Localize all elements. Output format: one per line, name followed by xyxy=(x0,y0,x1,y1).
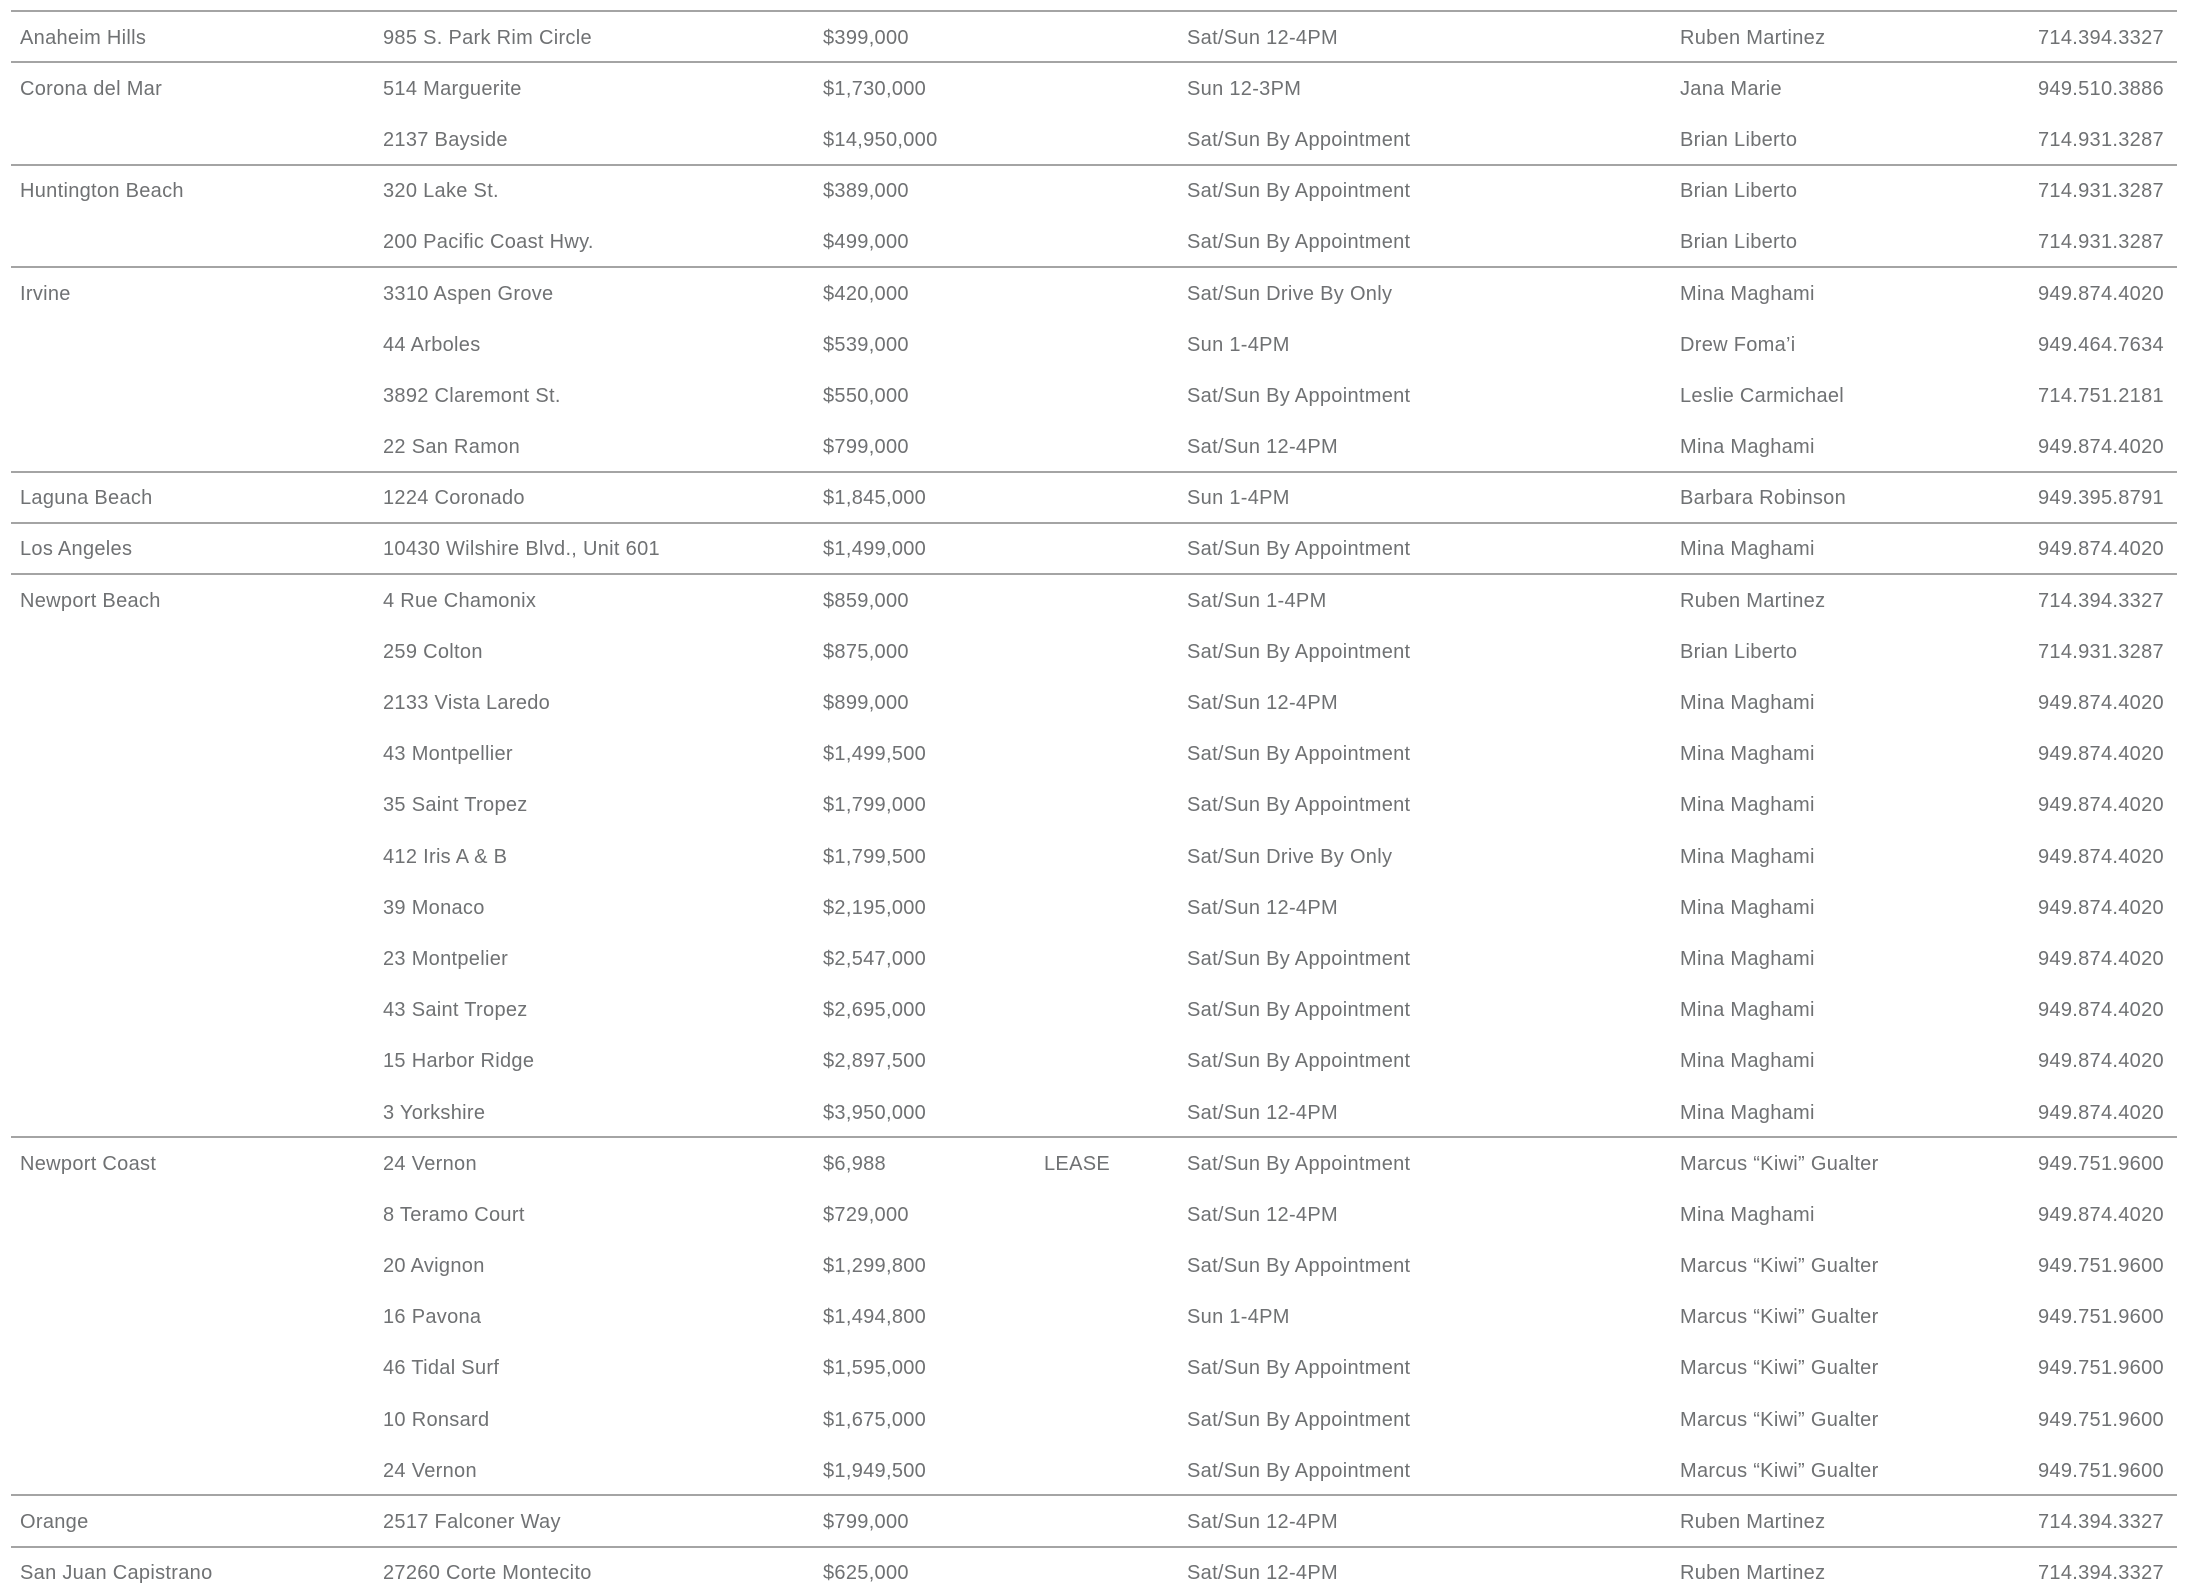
open-house-times-cell: Sat/Sun By Appointment xyxy=(1187,1408,1411,1431)
open-house-times-cell: Sat/Sun 12-4PM xyxy=(1187,26,1338,49)
address-cell: 3892 Claremont St. xyxy=(383,384,561,407)
address-cell: 44 Arboles xyxy=(383,333,481,356)
open-house-times-cell: Sat/Sun 12-4PM xyxy=(1187,1562,1338,1585)
open-house-times-cell: Sun 1-4PM xyxy=(1187,1306,1290,1329)
agent-cell: Mina Maghami xyxy=(1680,1050,1815,1073)
phone-cell: 714.931.3287 xyxy=(2038,231,2164,254)
listing-row xyxy=(11,370,2177,421)
open-house-times-cell: Sat/Sun By Appointment xyxy=(1187,538,1411,561)
listing-row xyxy=(11,1548,2177,1592)
address-cell: 24 Vernon xyxy=(383,1459,477,1482)
address-cell: 320 Lake St. xyxy=(383,180,499,203)
address-cell: 16 Pavona xyxy=(383,1306,482,1329)
price-cell: $2,897,500 xyxy=(823,1050,927,1073)
agent-cell: Marcus “Kiwi” Gualter xyxy=(1680,1306,1879,1329)
agent-cell: Mina Maghami xyxy=(1680,794,1815,817)
agent-cell: Mina Maghami xyxy=(1680,999,1815,1022)
price-cell: $1,494,800 xyxy=(823,1306,927,1329)
lease-badge: LEASE xyxy=(1044,1152,1110,1175)
open-house-times-cell: Sat/Sun By Appointment xyxy=(1187,231,1411,254)
open-house-times-cell: Sat/Sun Drive By Only xyxy=(1187,845,1393,868)
address-cell: 46 Tidal Surf xyxy=(383,1357,500,1380)
agent-cell: Brian Liberto xyxy=(1680,231,1798,254)
address-cell: 412 Iris A & B xyxy=(383,845,508,868)
open-house-listing-table xyxy=(11,10,2177,1592)
phone-cell: 949.874.4020 xyxy=(2038,947,2164,970)
open-house-times-cell: Sat/Sun By Appointment xyxy=(1187,1357,1411,1380)
price-cell: $799,000 xyxy=(823,436,909,459)
listing-row xyxy=(11,1496,2177,1547)
listing-row xyxy=(11,575,2177,626)
listing-row xyxy=(11,12,2177,63)
price-cell: $875,000 xyxy=(823,640,909,663)
city-group xyxy=(11,471,2177,524)
listing-row xyxy=(11,780,2177,831)
price-cell: $539,000 xyxy=(823,333,909,356)
address-cell: 8 Teramo Court xyxy=(383,1203,525,1226)
phone-cell: 949.874.4020 xyxy=(2038,436,2164,459)
open-house-times-cell: Sat/Sun By Appointment xyxy=(1187,1152,1411,1175)
listing-row xyxy=(11,524,2177,575)
address-cell: 10430 Wilshire Blvd., Unit 601 xyxy=(383,538,660,561)
address-cell: 24 Vernon xyxy=(383,1152,477,1175)
phone-cell: 949.751.9600 xyxy=(2038,1459,2164,1482)
listing-row xyxy=(11,729,2177,780)
agent-cell: Mina Maghami xyxy=(1680,436,1815,459)
price-cell: $2,695,000 xyxy=(823,999,927,1022)
price-cell: $420,000 xyxy=(823,282,909,305)
listing-row xyxy=(11,114,2177,165)
price-cell: $1,799,000 xyxy=(823,794,927,817)
open-house-times-cell: Sun 12-3PM xyxy=(1187,77,1302,100)
price-cell: $1,949,500 xyxy=(823,1459,927,1482)
address-cell: 3 Yorkshire xyxy=(383,1101,486,1124)
phone-cell: 949.874.4020 xyxy=(2038,1101,2164,1124)
listing-row xyxy=(11,1138,2177,1189)
open-house-times-cell: Sat/Sun 12-4PM xyxy=(1187,896,1338,919)
price-cell: $2,547,000 xyxy=(823,947,927,970)
listing-row xyxy=(11,166,2177,217)
phone-cell: 949.751.9600 xyxy=(2038,1255,2164,1278)
phone-cell: 949.751.9600 xyxy=(2038,1152,2164,1175)
price-cell: $625,000 xyxy=(823,1562,909,1585)
phone-cell: 949.874.4020 xyxy=(2038,538,2164,561)
agent-cell: Mina Maghami xyxy=(1680,743,1815,766)
price-cell: $1,499,500 xyxy=(823,743,927,766)
city-group xyxy=(11,164,2177,268)
address-cell: 2517 Falconer Way xyxy=(383,1511,561,1534)
address-cell: 200 Pacific Coast Hwy. xyxy=(383,231,594,254)
address-cell: 20 Avignon xyxy=(383,1255,485,1278)
agent-cell: Marcus “Kiwi” Gualter xyxy=(1680,1152,1879,1175)
phone-cell: 949.751.9600 xyxy=(2038,1357,2164,1380)
address-cell: 2133 Vista Laredo xyxy=(383,692,551,715)
agent-cell: Mina Maghami xyxy=(1680,538,1815,561)
phone-cell: 714.394.3327 xyxy=(2038,589,2164,612)
phone-cell: 949.751.9600 xyxy=(2038,1408,2164,1431)
phone-cell: 714.394.3327 xyxy=(2038,26,2164,49)
open-house-times-cell: Sat/Sun By Appointment xyxy=(1187,743,1411,766)
city-cell: Laguna Beach xyxy=(20,487,153,510)
listing-row xyxy=(11,1036,2177,1087)
phone-cell: 949.874.4020 xyxy=(2038,1203,2164,1226)
open-house-times-cell: Sat/Sun By Appointment xyxy=(1187,128,1411,151)
phone-cell: 949.874.4020 xyxy=(2038,692,2164,715)
price-cell: $14,950,000 xyxy=(823,128,938,151)
agent-cell: Ruben Martinez xyxy=(1680,589,1826,612)
price-cell: $1,799,500 xyxy=(823,845,927,868)
open-house-times-cell: Sat/Sun 12-4PM xyxy=(1187,436,1338,459)
price-cell: $1,499,000 xyxy=(823,538,927,561)
agent-cell: Mina Maghami xyxy=(1680,692,1815,715)
listing-row xyxy=(11,1087,2177,1138)
listing-row xyxy=(11,319,2177,370)
agent-cell: Drew Foma’i xyxy=(1680,333,1796,356)
phone-cell: 714.394.3327 xyxy=(2038,1562,2164,1585)
agent-cell: Brian Liberto xyxy=(1680,128,1798,151)
city-cell: Newport Coast xyxy=(20,1152,157,1175)
price-cell: $1,730,000 xyxy=(823,77,927,100)
price-cell: $2,195,000 xyxy=(823,896,927,919)
address-cell: 39 Monaco xyxy=(383,896,485,919)
phone-cell: 949.395.8791 xyxy=(2038,487,2164,510)
open-house-times-cell: Sat/Sun By Appointment xyxy=(1187,794,1411,817)
agent-cell: Mina Maghami xyxy=(1680,947,1815,970)
city-cell: Anaheim Hills xyxy=(20,26,147,49)
agent-cell: Marcus “Kiwi” Gualter xyxy=(1680,1255,1879,1278)
address-cell: 43 Montpellier xyxy=(383,743,513,766)
phone-cell: 714.931.3287 xyxy=(2038,128,2164,151)
open-house-times-cell: Sat/Sun By Appointment xyxy=(1187,947,1411,970)
address-cell: 1224 Coronado xyxy=(383,487,525,510)
open-house-times-cell: Sat/Sun By Appointment xyxy=(1187,1255,1411,1278)
agent-cell: Mina Maghami xyxy=(1680,845,1815,868)
phone-cell: 949.510.3886 xyxy=(2038,77,2164,100)
listing-row xyxy=(11,1445,2177,1496)
price-cell: $499,000 xyxy=(823,231,909,254)
price-cell: $3,950,000 xyxy=(823,1101,927,1124)
agent-cell: Brian Liberto xyxy=(1680,640,1798,663)
address-cell: 2137 Bayside xyxy=(383,128,508,151)
city-cell: San Juan Capistrano xyxy=(20,1562,213,1585)
city-cell: Orange xyxy=(20,1511,89,1534)
phone-cell: 949.751.9600 xyxy=(2038,1306,2164,1329)
agent-cell: Leslie Carmichael xyxy=(1680,384,1845,407)
listing-row xyxy=(11,422,2177,473)
phone-cell: 949.874.4020 xyxy=(2038,845,2164,868)
phone-cell: 949.874.4020 xyxy=(2038,743,2164,766)
listing-row xyxy=(11,882,2177,933)
price-cell: $1,299,800 xyxy=(823,1255,927,1278)
address-cell: 22 San Ramon xyxy=(383,436,521,459)
open-house-times-cell: Sat/Sun 12-4PM xyxy=(1187,1203,1338,1226)
listing-row xyxy=(11,63,2177,114)
city-group xyxy=(11,522,2177,575)
open-house-times-cell: Sat/Sun By Appointment xyxy=(1187,999,1411,1022)
listing-row xyxy=(11,1241,2177,1292)
price-cell: $799,000 xyxy=(823,1511,909,1534)
address-cell: 3310 Aspen Grove xyxy=(383,282,554,305)
agent-cell: Mina Maghami xyxy=(1680,1101,1815,1124)
phone-cell: 714.394.3327 xyxy=(2038,1511,2164,1534)
price-cell: $859,000 xyxy=(823,589,909,612)
agent-cell: Ruben Martinez xyxy=(1680,1511,1826,1534)
open-house-times-cell: Sat/Sun 1-4PM xyxy=(1187,589,1327,612)
listing-row xyxy=(11,985,2177,1036)
open-house-times-cell: Sat/Sun By Appointment xyxy=(1187,180,1411,203)
open-house-times-cell: Sat/Sun Drive By Only xyxy=(1187,282,1393,305)
agent-cell: Ruben Martinez xyxy=(1680,1562,1826,1585)
listing-row xyxy=(11,268,2177,319)
agent-cell: Jana Marie xyxy=(1680,77,1782,100)
open-house-times-cell: Sat/Sun 12-4PM xyxy=(1187,1511,1338,1534)
price-cell: $399,000 xyxy=(823,26,909,49)
address-cell: 985 S. Park Rim Circle xyxy=(383,26,592,49)
phone-cell: 714.931.3287 xyxy=(2038,640,2164,663)
open-house-times-cell: Sat/Sun By Appointment xyxy=(1187,1459,1411,1482)
address-cell: 514 Marguerite xyxy=(383,77,522,100)
phone-cell: 949.874.4020 xyxy=(2038,896,2164,919)
address-cell: 4 Rue Chamonix xyxy=(383,589,537,612)
city-group xyxy=(11,61,2177,165)
phone-cell: 949.874.4020 xyxy=(2038,282,2164,305)
city-group xyxy=(11,573,2177,1138)
listing-row xyxy=(11,217,2177,268)
city-group xyxy=(11,10,2177,63)
city-cell: Corona del Mar xyxy=(20,77,163,100)
open-house-times-cell: Sun 1-4PM xyxy=(1187,333,1290,356)
listing-row xyxy=(11,1343,2177,1394)
phone-cell: 949.874.4020 xyxy=(2038,999,2164,1022)
agent-cell: Marcus “Kiwi” Gualter xyxy=(1680,1459,1879,1482)
price-cell: $899,000 xyxy=(823,692,909,715)
address-cell: 15 Harbor Ridge xyxy=(383,1050,535,1073)
city-group xyxy=(11,1546,2177,1592)
city-cell: Newport Beach xyxy=(20,589,161,612)
city-group xyxy=(11,1136,2177,1496)
open-house-times-cell: Sat/Sun 12-4PM xyxy=(1187,692,1338,715)
city-group xyxy=(11,1494,2177,1547)
phone-cell: 949.464.7634 xyxy=(2038,333,2164,356)
open-house-times-cell: Sat/Sun 12-4PM xyxy=(1187,1101,1338,1124)
agent-cell: Barbara Robinson xyxy=(1680,487,1847,510)
price-cell: $729,000 xyxy=(823,1203,909,1226)
address-cell: 35 Saint Tropez xyxy=(383,794,528,817)
city-cell: Los Angeles xyxy=(20,538,133,561)
open-house-times-cell: Sun 1-4PM xyxy=(1187,487,1290,510)
phone-cell: 949.874.4020 xyxy=(2038,794,2164,817)
city-cell: Huntington Beach xyxy=(20,180,184,203)
listing-row xyxy=(11,933,2177,984)
city-cell: Irvine xyxy=(20,282,71,305)
city-group xyxy=(11,266,2177,473)
price-cell: $389,000 xyxy=(823,180,909,203)
address-cell: 23 Montpelier xyxy=(383,947,509,970)
agent-cell: Mina Maghami xyxy=(1680,1203,1815,1226)
phone-cell: 714.931.3287 xyxy=(2038,180,2164,203)
listing-row xyxy=(11,677,2177,728)
address-cell: 43 Saint Tropez xyxy=(383,999,528,1022)
listing-row xyxy=(11,1292,2177,1343)
price-cell: $1,595,000 xyxy=(823,1357,927,1380)
listing-row xyxy=(11,473,2177,524)
listing-row xyxy=(11,626,2177,677)
address-cell: 27260 Corte Montecito xyxy=(383,1562,592,1585)
listing-row xyxy=(11,1394,2177,1445)
price-cell: $1,675,000 xyxy=(823,1408,927,1431)
open-house-times-cell: Sat/Sun By Appointment xyxy=(1187,640,1411,663)
address-cell: 10 Ronsard xyxy=(383,1408,490,1431)
price-cell: $6,988 xyxy=(823,1152,886,1175)
agent-cell: Brian Liberto xyxy=(1680,180,1798,203)
open-house-times-cell: Sat/Sun By Appointment xyxy=(1187,1050,1411,1073)
price-cell: $550,000 xyxy=(823,384,909,407)
price-cell: $1,845,000 xyxy=(823,487,927,510)
phone-cell: 949.874.4020 xyxy=(2038,1050,2164,1073)
agent-cell: Marcus “Kiwi” Gualter xyxy=(1680,1408,1879,1431)
agent-cell: Marcus “Kiwi” Gualter xyxy=(1680,1357,1879,1380)
listing-row xyxy=(11,1189,2177,1240)
agent-cell: Mina Maghami xyxy=(1680,282,1815,305)
listing-row xyxy=(11,831,2177,882)
phone-cell: 714.751.2181 xyxy=(2038,384,2164,407)
agent-cell: Mina Maghami xyxy=(1680,896,1815,919)
address-cell: 259 Colton xyxy=(383,640,483,663)
open-house-times-cell: Sat/Sun By Appointment xyxy=(1187,384,1411,407)
agent-cell: Ruben Martinez xyxy=(1680,26,1826,49)
